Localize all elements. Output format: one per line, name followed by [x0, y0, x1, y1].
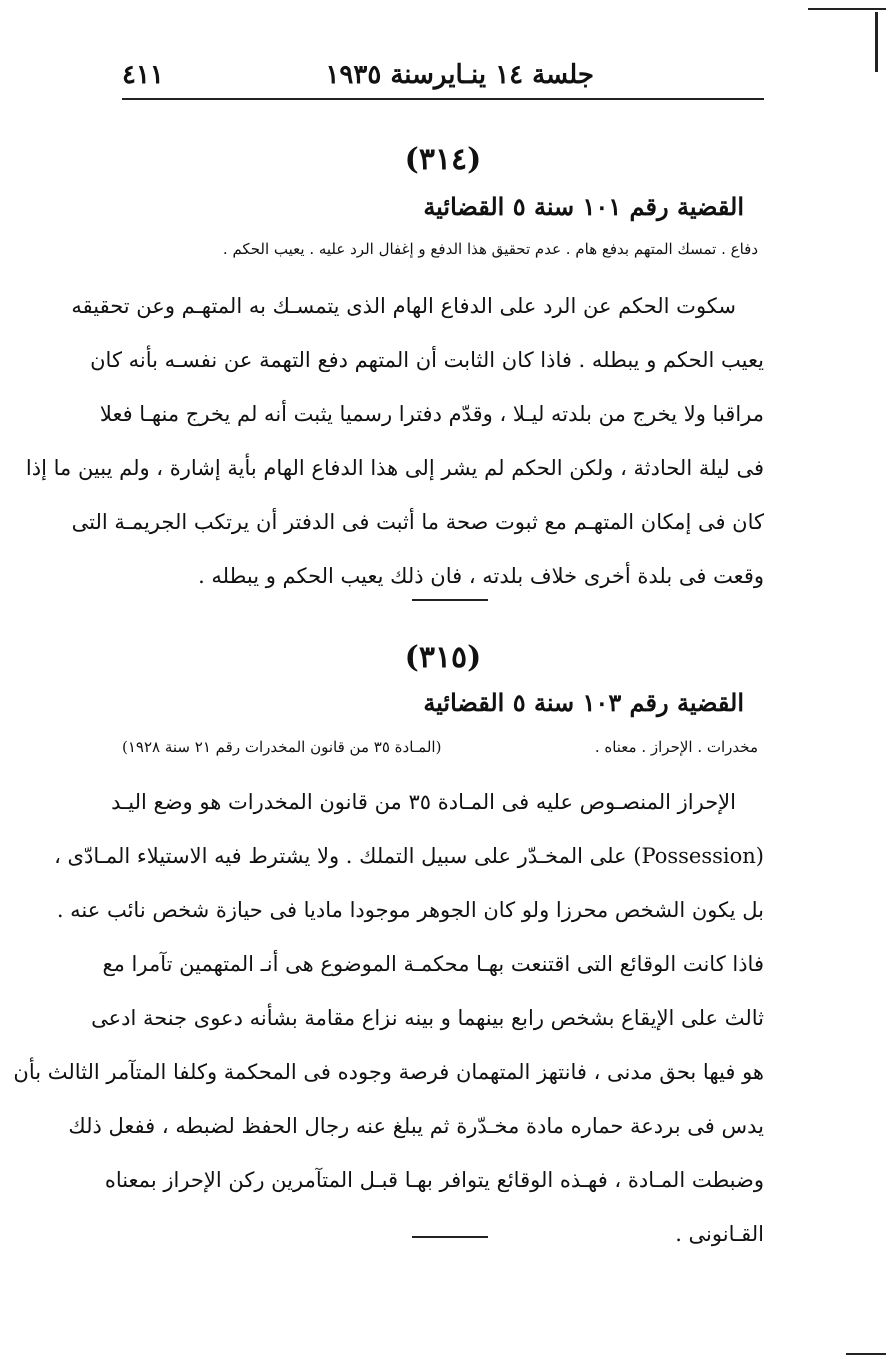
page-number: ٤١١	[122, 60, 164, 90]
scan-edge-rule-top	[808, 8, 886, 10]
case-body	[25, 279, 764, 603]
body-line: كان فى إمكان المتهـم مع ثبوت صحة ما أثبت فى الدفتر أن يرتكب الجريمـة التى	[71, 510, 764, 534]
body-line: وقعت فى بلدة أخرى خلاف بلدته ، فان ذلك يعيب الحكم و يبطله .	[198, 564, 764, 588]
case-keywords: دفاع . تمسك المتهم بدفع هام . عدم تحقيق هذا الدفع و إغفال الرد عليه . يعيب الحكم .	[222, 240, 758, 258]
case-keywords-statute: (المـادة ٣٥ من قانون المخدرات رقم ٢١ سنة ١٩٢٨)	[122, 738, 442, 756]
case-reference: القضية رقم ١٠٣ سنة ٥ القضائية	[423, 688, 744, 717]
case-body	[13, 775, 764, 1261]
header-session-date: جلسة ١٤ ينـايرسنة ١٩٣٥	[325, 60, 594, 90]
body-line: الإحراز المنصـوص عليه فى المـادة ٣٥ من قانون المخدرات هو وضع اليـد	[111, 790, 736, 814]
body-line: (Possession) على المخـدّر على سبيل التملك . ولا يشترط فيه الاستيلاء المـادّى ،	[54, 844, 764, 868]
body-line: ثالث على الإيقاع بشخص رابع بينهما و بينه نزاع مقامة بشأنه دعوى جنحة ادعى	[91, 1006, 764, 1030]
section-divider	[412, 599, 488, 601]
body-line: وضبطت المـادة ، فهـذه الوقائع يتوافر بهـا قبـل المتآمرين ركن الإحراز بمعناه	[104, 1168, 764, 1192]
case-keywords-topic: مخدرات . الإحراز . معناه .	[594, 738, 758, 756]
body-line: سكوت الحكم عن الرد على الدفاع الهام الذى يتمسـك به المتهـم وعن تحقيقه	[71, 294, 736, 318]
section-divider	[412, 1236, 488, 1238]
scan-edge-rule-right	[875, 12, 878, 72]
body-line: هو فيها بحق مدنى ، فانتهز المتهمان فرصة وجوده فى المحكمة وكلفا المتآمر الثالث بأن	[13, 1060, 764, 1084]
body-line: فاذا كانت الوقائع التى اقتنعت بهـا محكمـة الموضوع هى أنـ المتهمين تآمرا مع	[102, 952, 764, 976]
scan-edge-rule-bottom	[846, 1353, 886, 1355]
case-reference: القضية رقم ١٠١ سنة ٥ القضائية	[423, 192, 744, 221]
running-header	[122, 58, 764, 100]
body-line: فى ليلة الحادثة ، ولكن الحكم لم يشر إلى هذا الدفاع الهام بأية إشارة ، ولم يبين ما إذا	[25, 456, 764, 480]
case-number: (٣١٥)	[404, 640, 482, 675]
body-line: بل يكون الشخص محرزا ولو كان الجوهر موجودا ماديا فى حيازة شخص نائب عنه .	[56, 898, 764, 922]
case-number: (٣١٤)	[404, 142, 482, 177]
body-line: مراقبا ولا يخرج من بلدته ليـلا ، وقدّم دفترا رسميا يثبت أنه لم يخرج منهـا فعلا	[99, 402, 764, 426]
body-line: يعيب الحكم و يبطله . فاذا كان الثابت أن المتهم دفع التهمة عن نفسـه بأنه كان	[90, 348, 764, 372]
body-line: يدس فى بردعة حماره مادة مخـدّرة ثم يبلغ عنه رجال الحفظ لضبطه ، ففعل ذلك	[68, 1114, 764, 1138]
body-line: القـانونى .	[675, 1222, 764, 1246]
